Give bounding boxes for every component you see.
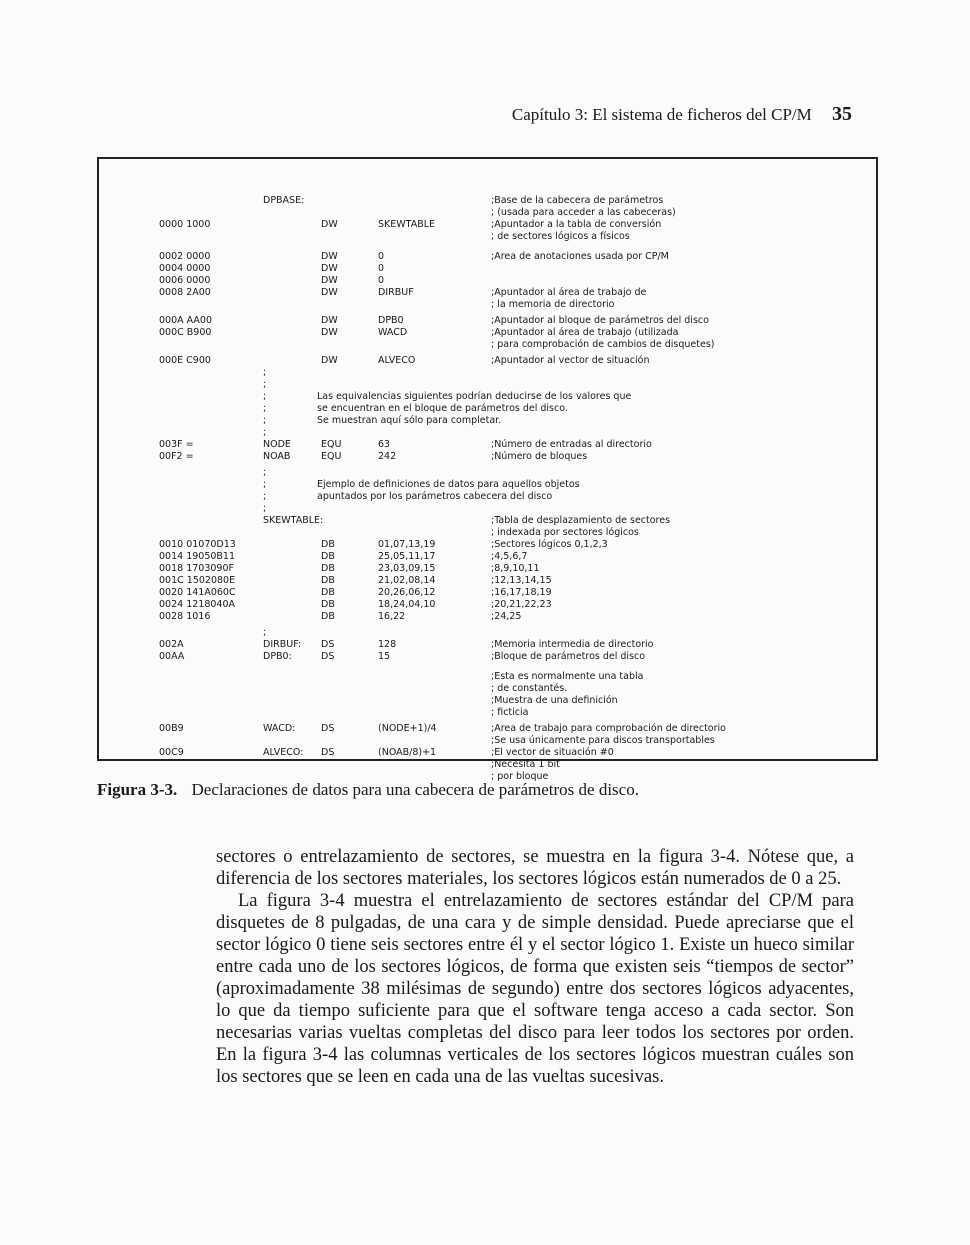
code-line [99,251,876,263]
code-label: ; [263,379,267,390]
code-address: 0000 1000 [159,219,211,230]
code-label: ALVECO: [263,747,304,758]
code-opcode: DS [321,747,335,758]
code-opcode: DW [321,263,338,274]
code-line [99,327,876,339]
code-address: 000A AA00 [159,315,213,326]
code-comment: ;Area de trabajo para comprobación de directorio [491,723,726,734]
code-comment: ;Apuntador al bloque de parámetros del disco [491,315,709,326]
code-label: DPB0: [263,651,292,662]
code-note: Las equivalencias siguientes podrían deducirse de los valores que [317,391,632,402]
code-opcode: DS [321,651,335,662]
code-operand: 15 [378,651,391,662]
code-line [99,207,876,219]
code-opcode: EQU [321,451,342,462]
code-comment: ;Base de la cabecera de parámetros [491,195,664,206]
code-note: Ejemplo de definiciones de datos para aquellos objetos [317,479,580,490]
code-opcode: DW [321,275,338,286]
code-line [99,339,876,351]
code-line [99,611,876,623]
code-line [99,403,876,415]
code-address: 0024 1218040A [159,599,236,610]
code-comment: ; (usada para acceder a las cabeceras) [491,207,676,218]
code-opcode: DW [321,219,338,230]
code-operand: (NODE+1)/4 [378,723,437,734]
code-note: se encuentran en el bloque de parámetros del disco. [317,403,568,414]
code-line [99,587,876,599]
code-line [99,539,876,551]
code-opcode: DB [321,611,335,622]
code-line [99,427,876,439]
code-note: Se muestran aquí sólo para completar. [317,415,502,426]
code-address: 0028 1016 [159,611,211,622]
code-label: ; [263,415,267,426]
code-line [99,439,876,451]
code-line [99,627,876,639]
code-opcode: DW [321,287,338,298]
code-line [99,707,876,719]
code-comment: ; para comprobación de cambios de disquetes) [491,339,715,350]
code-line [99,575,876,587]
code-line [99,467,876,479]
code-comment: ;12,13,14,15 [491,575,552,586]
code-listing-figure [97,157,878,782]
code-opcode: DB [321,587,335,598]
code-address: 003F = [159,439,194,450]
code-line [99,563,876,575]
code-operand: 18,24,04,10 [378,599,436,610]
code-comment: ;16,17,18,19 [491,587,552,598]
code-line [99,479,876,491]
code-comment: ;Necesita 1 bit [491,759,560,770]
code-comment: ;8,9,10,11 [491,563,540,574]
code-line [99,299,876,311]
code-operand: SKEWTABLE [378,219,436,230]
code-opcode: EQU [321,439,342,450]
code-line [99,491,876,503]
code-comment: ;Número de bloques [491,451,588,462]
code-operand: 16,22 [378,611,406,622]
code-line [99,355,876,367]
code-note: apuntados por los parámetros cabecera del disco [317,491,553,502]
code-opcode: DW [321,327,338,338]
code-line [99,651,876,663]
code-comment: ;Memoria intermedia de directorio [491,639,654,650]
code-comment: ;20,21,22,23 [491,599,552,610]
code-operand: 21,02,08,14 [378,575,436,586]
code-line [99,391,876,403]
code-operand: (NOAB/8)+1 [378,747,437,758]
code-comment: ; de constantés. [491,683,568,694]
code-line [99,639,876,651]
code-operand: DPB0 [378,315,404,326]
code-address: 0018 1703090F [159,563,234,574]
code-comment: ;Area de anotaciones usada por CP/M [491,251,669,262]
running-header [512,103,852,127]
code-opcode: DB [321,575,335,586]
code-comment: ;El vector de situación #0 [491,747,614,758]
code-label: NODE [263,439,291,450]
code-address: 0010 01070D13 [159,539,236,550]
code-opcode: DW [321,355,338,366]
code-comment: ;Sectores lógicos 0,1,2,3 [491,539,608,550]
code-address: 002A [159,639,184,650]
code-label: ; [263,467,267,478]
page-number: 35 [832,103,852,125]
figure-caption [97,780,639,800]
running-title: Capítulo 3: El sistema de ficheros del CP/M [511,105,812,124]
code-line [99,515,876,527]
code-operand: 0 [378,251,385,262]
code-line [99,315,876,327]
code-line [99,263,876,275]
code-comment: ; ficticia [491,707,529,718]
body-text [216,846,854,1088]
code-address: 00AA [159,651,185,662]
code-opcode: DS [321,639,335,650]
code-opcode: DB [321,599,335,610]
code-address: 0008 2A00 [159,287,211,298]
code-line [99,451,876,463]
code-comment: ;Esta es normalmente una tabla [491,671,644,682]
code-label: SKEWTABLE: [263,515,324,526]
code-opcode: DB [321,563,335,574]
code-label: ; [263,491,267,502]
code-comment: ;Tabla de desplazamiento de sectores [491,515,671,526]
code-label: ; [263,627,267,638]
body-paragraph: sectores o entrelazamiento de sectores, se muestra en la figura 3-4. Nótese que, a diferencia de los sectores materiales, los sectores lógicos están numerados de 0 a 25. [216,847,854,889]
code-operand: 20,26,06,12 [378,587,436,598]
code-label: DPBASE: [263,195,305,206]
code-opcode: DB [321,551,335,562]
code-line [99,735,876,747]
code-label: ; [263,403,267,414]
code-line [99,503,876,515]
code-operand: 0 [378,263,385,274]
code-comment: ;4,5,6,7 [491,551,528,562]
code-line [99,551,876,563]
code-line [99,527,876,539]
code-line [99,723,876,735]
code-line [99,379,876,391]
code-operand: ALVECO [378,355,416,366]
figure-caption-text: Declaraciones de datos para una cabecera de parámetros de disco. [191,780,639,799]
code-address: 0020 141A060C [159,587,236,598]
code-line [99,195,876,207]
code-comment: ;24,25 [491,611,522,622]
code-line [99,759,876,771]
code-comment: ;Se usa únicamente para discos transportables [491,735,715,746]
code-address: 000E C900 [159,355,211,366]
code-address: 000C B900 [159,327,212,338]
code-line [99,275,876,287]
code-comment: ;Bloque de parámetros del disco [491,651,646,662]
code-label: ; [263,367,267,378]
code-comment: ; por bloque [491,771,549,782]
code-operand: 23,03,09,15 [378,563,436,574]
body-paragraph: La figura 3-4 muestra el entrelazamiento de sectores estándar del CP/M para disquetes de 8 pulgadas, de una cara y de simple densidad. Puede apreciarse que el sector lógico 0 tiene seis sectores entre él y el sector lógico 1. Existe un hueco similar entre cada uno de los sectores lógicos, de forma que existen seis “tiempos de sector” (aproximadamente 38 milésimas de segundo) entre dos sectores lógicos adyacentes, lo que da tiempo suficiente para que el software tenga acceso a cada sector. Son necesarias varias vueltas completas del disco para leer todos los sectores por orden. En la figura 3-4 las columnas verticales de los sectores lógicos muestran cuáles son los sectores que se leen en cada una de las vueltas sucesivas. [216,891,854,1087]
code-label: WACD: [263,723,296,734]
code-address: 001C 1502080E [159,575,236,586]
code-opcode: DS [321,723,335,734]
code-label: ; [263,479,267,490]
code-comment: ; la memoria de directorio [491,299,615,310]
code-line [99,671,876,683]
code-operand: 128 [378,639,397,650]
code-operand: 25,05,11,17 [378,551,436,562]
code-operand: 0 [378,275,385,286]
code-address: 00C9 [159,747,184,758]
code-line [99,287,876,299]
code-opcode: DW [321,251,338,262]
code-comment: ;Número de entradas al directorio [491,439,652,450]
code-line [99,683,876,695]
code-operand: 242 [378,451,397,462]
code-label: ; [263,427,267,438]
code-line [99,695,876,707]
code-comment: ;Apuntador al área de trabajo (utilizada [491,327,679,338]
code-label: ; [263,391,267,402]
code-operand: WACD [378,327,408,338]
code-line [99,599,876,611]
code-line [99,367,876,379]
code-line [99,219,876,231]
code-comment: ;Muestra de una definición [491,695,618,706]
code-address: 00B9 [159,723,184,734]
code-line [99,747,876,759]
code-operand: DIRBUF [378,287,414,298]
code-opcode: DB [321,539,335,550]
code-comment: ;Apuntador a la tabla de conversión [491,219,662,230]
code-address: 00F2 = [159,451,194,462]
code-label: DIRBUF: [263,639,302,650]
code-comment: ; indexada por sectores lógicos [491,527,639,538]
code-address: 0006 0000 [159,275,211,286]
code-address: 0004 0000 [159,263,211,274]
code-label: NOAB [263,451,291,462]
figure-number: Figura 3-3. [97,780,178,799]
code-address: 0014 19050B11 [159,551,236,562]
code-line [99,415,876,427]
code-line [99,231,876,243]
code-comment: ;Apuntador al área de trabajo de [491,287,647,298]
code-comment: ; de sectores lógicos a físicos [491,231,630,242]
code-operand: 01,07,13,19 [378,539,436,550]
code-label: ; [263,503,267,514]
code-address: 0002 0000 [159,251,211,262]
code-opcode: DW [321,315,338,326]
code-comment: ;Apuntador al vector de situación [491,355,650,366]
code-operand: 63 [378,439,391,450]
